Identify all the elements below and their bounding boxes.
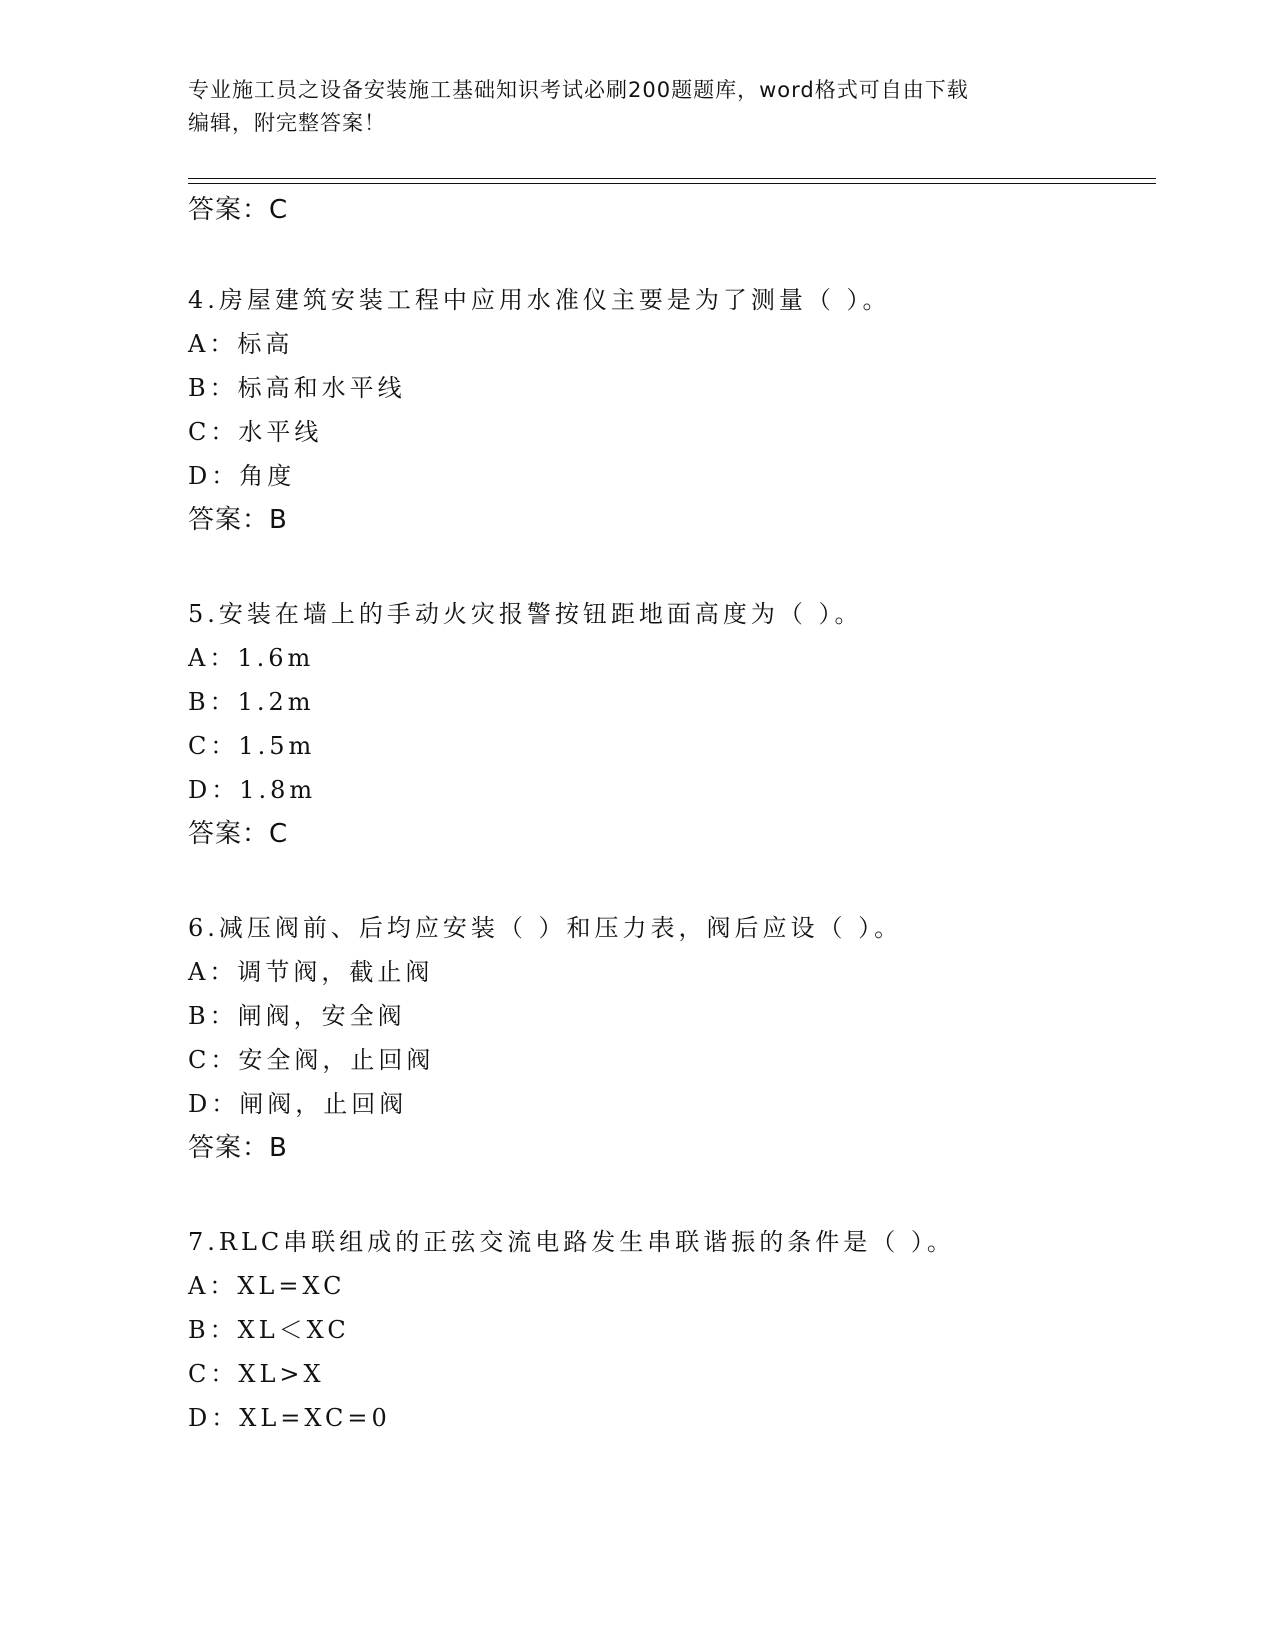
question-5-option-a: A：1.6m xyxy=(188,644,315,672)
question-7-option-c: C：XL>X xyxy=(188,1360,325,1388)
question-4-answer: 答案：B xyxy=(188,505,288,535)
header-rule-bottom xyxy=(188,183,1156,184)
question-4-option-a: A：标高 xyxy=(188,330,294,358)
question-7-stem: 7.RLC串联组成的正弦交流电路发生串联谐振的条件是（ ）。 xyxy=(188,1228,955,1256)
question-4-option-d: D：角度 xyxy=(188,462,296,490)
header-line-2: 编辑，附完整答案！ xyxy=(188,111,386,135)
question-6-answer: 答案：B xyxy=(188,1133,288,1163)
question-5-option-b: B：1.2m xyxy=(188,688,315,716)
question-4-stem: 4.房屋建筑安装工程中应用水准仪主要是为了测量（ ）。 xyxy=(188,286,891,314)
question-6-stem: 6.减压阀前、后均应安装（ ）和压力表，阀后应设（ ）。 xyxy=(188,914,903,942)
answer-line-q3: 答案：C xyxy=(188,195,289,225)
question-4-option-b: B：标高和水平线 xyxy=(188,374,406,402)
question-6-option-d: D：闸阀，止回阀 xyxy=(188,1090,408,1118)
document-header xyxy=(188,74,1088,140)
question-6-option-c: C：安全阀，止回阀 xyxy=(188,1046,435,1074)
question-4-option-c: C：水平线 xyxy=(188,418,323,446)
question-6-option-b: B：闸阀，安全阀 xyxy=(188,1002,406,1030)
question-5-option-d: D：1.8m xyxy=(188,776,317,804)
question-7-option-a: A：XL=XC xyxy=(188,1272,346,1300)
question-6-option-a: A：调节阀，截止阀 xyxy=(188,958,434,986)
header-rule-top xyxy=(188,178,1156,179)
question-5-option-c: C：1.5m xyxy=(188,732,316,760)
question-5-stem: 5.安装在墙上的手动火灾报警按钮距地面高度为（ ）。 xyxy=(188,600,863,628)
header-line-1: 专业施工员之设备安装施工基础知识考试必刷200题题库，word格式可自由下载 xyxy=(188,78,969,102)
question-5-answer: 答案：C xyxy=(188,819,289,849)
question-7-option-d: D：XL=XC=0 xyxy=(188,1404,391,1432)
question-7-option-b: B：XL＜XC xyxy=(188,1316,350,1344)
